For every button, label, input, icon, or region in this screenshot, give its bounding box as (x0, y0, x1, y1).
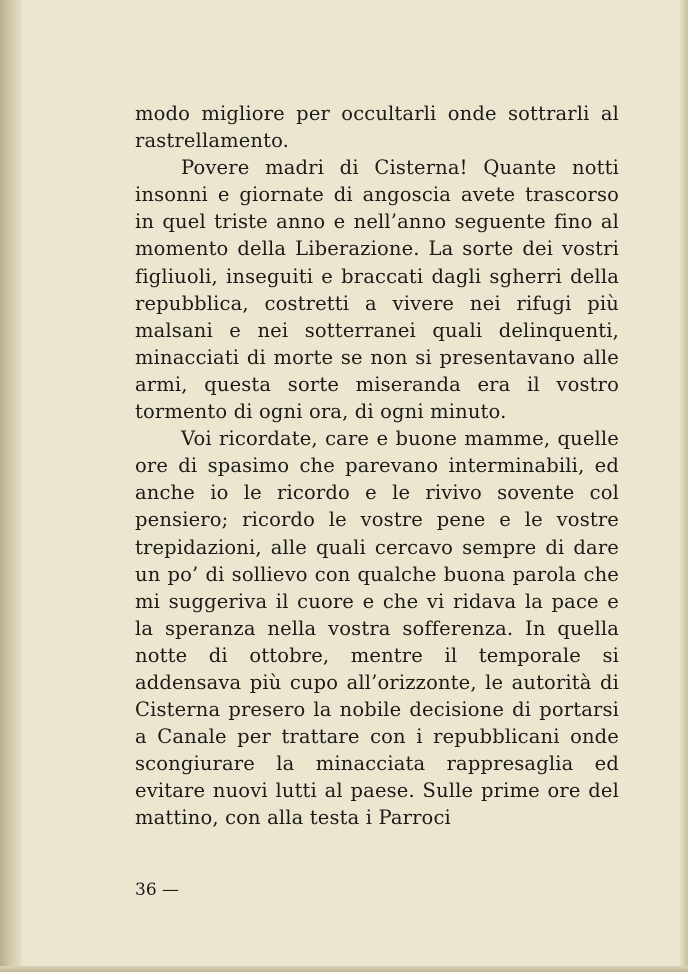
page-gutter-shadow (0, 0, 22, 972)
body-text (135, 100, 619, 832)
page-right-edge (680, 0, 688, 972)
page-number: 36 — (135, 880, 180, 900)
paragraph-2: Povere madri di Cisterna! Quante notti insonni e giornate di angoscia avete trascorso in quel triste anno e nell’anno seguente fino al momento della Liberazione. La sorte dei vostri figliuoli, inseguiti e braccati dagli sgherri della repubblica, costretti a vivere nei rifugi più malsani e nei sotterranei quali delinquenti, minacciati di morte se non si presentavano alle armi, questa sorte miseranda era il vostro tormento di ogni ora, di ogni minuto. (135, 156, 619, 424)
page-bottom-edge (0, 966, 688, 972)
paragraph-1: modo migliore per occultarli onde sottrarli al rastrellamento. (135, 102, 619, 153)
paragraph-3: Voi ricordate, care e buone mamme, quelle ore di spasimo che parevano interminabili, ed anche io le ricordo e le rivivo sovente col pensiero; ricordo le vostre pene e le vostre trepidazioni, alle quali cercavo sempre di dare un po’ di sollievo con qualche buona parola che mi suggeriva il cuore e che vi ridava la pace e la speranza nella vostra sofferenza. In quella notte di ottobre, mentre il temporale si addensava più cupo all’orizzonte, le autorità di Cisterna presero la nobile decisione di portarsi a Canale per trattare con i repubblicani onde scongiurare la minacciata rappresaglia ed evitare nuovi lutti al paese. Sulle prime ore del mattino, con alla testa i Parroci (135, 427, 619, 830)
